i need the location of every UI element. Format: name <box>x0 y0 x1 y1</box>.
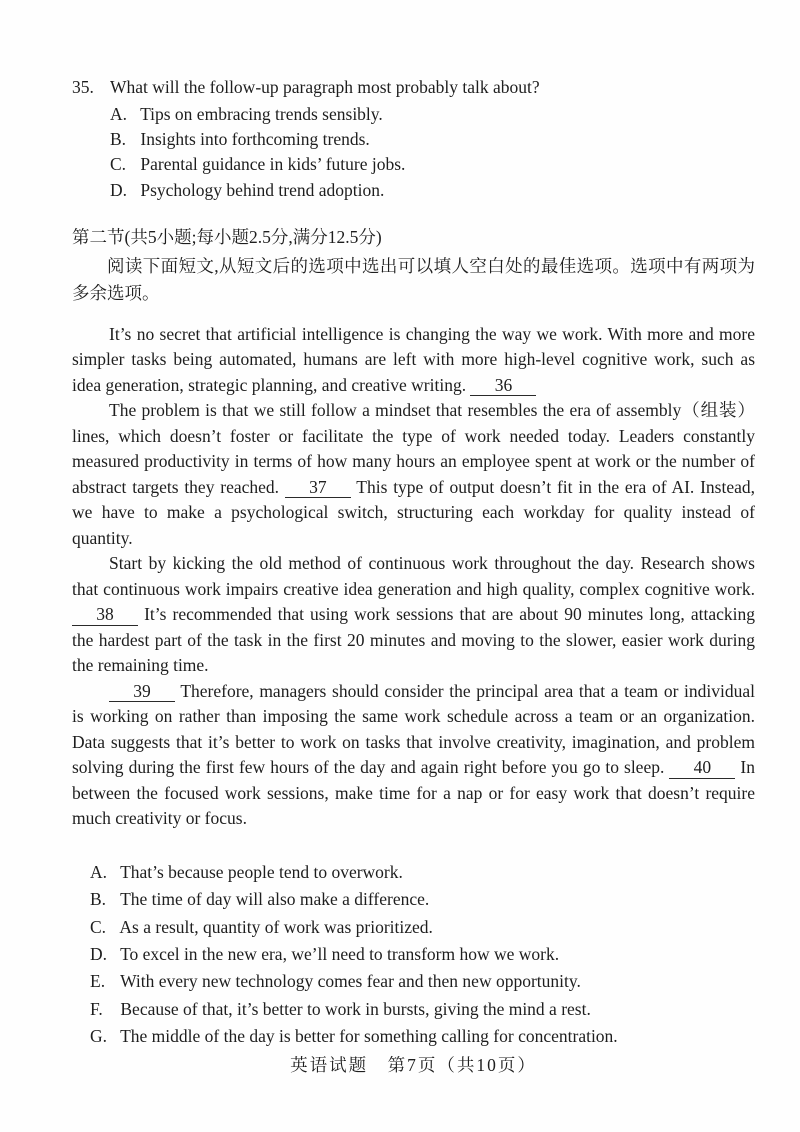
question-number: 35. <box>72 77 94 97</box>
option-item <box>90 1023 755 1050</box>
option-letter: D. <box>110 179 128 200</box>
option-letter: B. <box>90 889 107 910</box>
passage-paragraph: 39 Therefore, managers should consider the principal area that a team or individual is working on rather than imposing the same work schedule across a team or an organization. Data suggests that it’s better to work on tasks that involve creativity, imagination, and problem solving during the first few hours of the day and again right before you go to sleep. 40 In between the focused work sessions, make time for a nap or for easy work that doesn’t require much creativity or focus. <box>72 680 755 829</box>
option-item <box>110 127 755 152</box>
option-text: The time of day will also make a difference. <box>120 889 430 910</box>
gap-fill-options <box>72 859 755 1051</box>
option-text: Tips on embracing trends sensibly. <box>140 104 383 124</box>
option-item <box>110 102 755 127</box>
passage <box>72 322 755 832</box>
option-letter: A. <box>90 861 108 882</box>
question-35-options <box>72 102 755 203</box>
option-text: Psychology behind trend adoption. <box>140 179 385 200</box>
option-text: Insights into forthcoming trends. <box>140 129 370 150</box>
question-text: What will the follow-up paragraph most probably talk about? <box>110 77 540 97</box>
option-text: With every new technology comes fear and then new opportunity. <box>120 971 581 992</box>
section-instructions: 阅读下面短文,从短文后的选项中选出可以填人空白处的最佳选项。选项中有两项为多余选项。 <box>72 255 755 303</box>
option-item <box>90 996 755 1023</box>
option-text: As a result, quantity of work was prioritized. <box>119 916 433 937</box>
option-item <box>110 178 755 203</box>
option-text: Because of that, it’s better to work in bursts, giving the mind a rest. <box>120 998 591 1019</box>
blank-40: 40 <box>669 758 735 778</box>
option-letter: A. <box>110 104 128 124</box>
option-item <box>90 968 755 995</box>
option-letter: C. <box>90 916 107 937</box>
option-letter: G. <box>90 1026 108 1047</box>
blank-38: 38 <box>72 605 138 625</box>
blank-39: 39 <box>109 682 175 702</box>
page-footer: 英语试题 第7页（共10页） <box>290 1054 537 1075</box>
option-letter: C. <box>110 154 127 175</box>
option-letter: B. <box>110 129 127 150</box>
option-item <box>90 941 755 968</box>
option-item <box>90 859 755 886</box>
option-letter: D. <box>90 944 108 965</box>
option-item <box>110 152 755 177</box>
option-item <box>90 914 755 941</box>
question-35 <box>72 74 755 100</box>
section-heading: 第二节(共5小题;每小题2.5分,满分12.5分) <box>72 226 382 247</box>
blank-36: 36 <box>470 376 536 396</box>
blank-37: 37 <box>285 478 351 498</box>
option-text: To excel in the new era, we’ll need to transform how we work. <box>120 944 560 965</box>
option-text: The middle of the day is better for something calling for concentration. <box>120 1026 618 1047</box>
option-item <box>90 886 755 913</box>
passage-paragraph: The problem is that we still follow a mindset that resembles the era of assembly（组装）lines, which doesn’t foster or facilitate the type of work needed today. Leaders constantly measured productivity in terms of how many hours an employee spent at work or the number of abstract targets they reached. 37 This type of output doesn’t fit in the era of AI. Instead, we have to make a psychological switch, structuring each workday for quality instead of quantity. <box>72 400 755 548</box>
option-letter: F. <box>90 998 103 1019</box>
option-letter: E. <box>90 971 106 992</box>
passage-paragraph: Start by kicking the old method of continuous work throughout the day. Research shows that continuous work impairs creative idea generation and high quality, complex cognitive work. 38 It’s recommended that using work sessions that are about 90 minutes long, attacking the hardest part of the task in the first 20 minutes and moving to the slower, easier work during the remaining time. <box>72 553 755 676</box>
option-text: That’s because people tend to overwork. <box>120 861 403 882</box>
option-text: Parental guidance in kids’ future jobs. <box>140 154 406 175</box>
passage-paragraph: It’s no secret that artificial intelligence is changing the way we work. With more and more simpler tasks being automated, humans are left with more high-level cognitive work, such as idea generation, strategic planning, and creative writing. 36 <box>72 323 755 395</box>
